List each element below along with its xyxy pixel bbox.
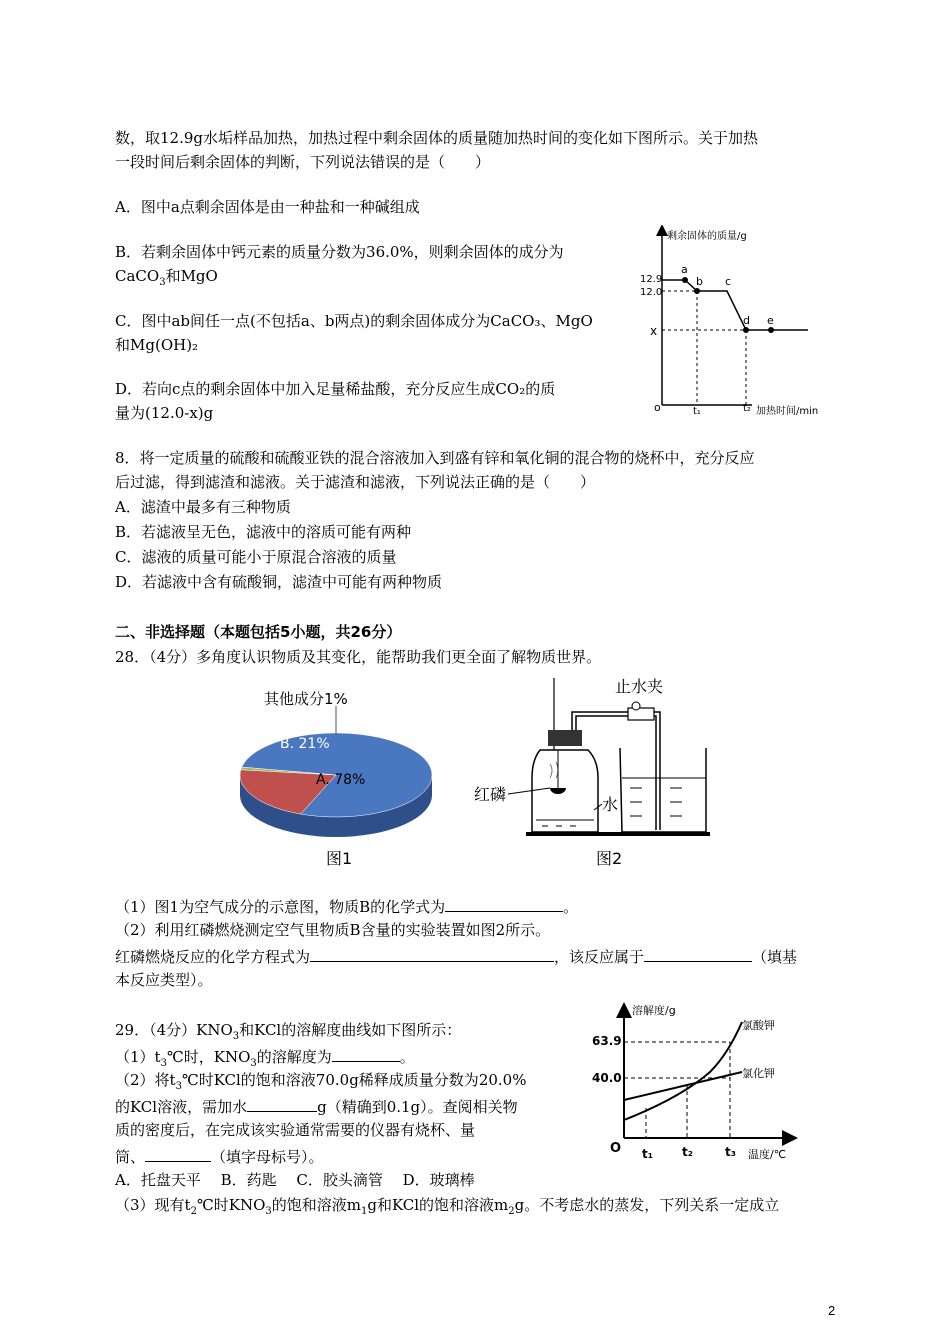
q29-graph-xtick-t3: t₃ [725, 1145, 736, 1159]
q7-graph-xlabel: 加热时间/min [756, 406, 819, 417]
fig2-label-p: 红磷 [474, 785, 507, 804]
answer-blank-water-mass[interactable] [247, 1093, 317, 1112]
q28-part3: 红磷燃烧反应的化学方程式为 ，该反应属于 （填基 [115, 943, 837, 970]
answer-blank-equation[interactable] [310, 943, 554, 962]
q7-point-b [694, 288, 700, 294]
q7-label-a: a [681, 263, 688, 276]
q29-part1: $(1)t_3℃$时，$KNO_3$的溶解度为 。 [115, 1043, 837, 1076]
q7-point-a [682, 277, 688, 283]
section-title: 二、非选择题（本题包括5小题，共26分） [115, 623, 402, 641]
q29-part2-line2: 的KCl溶液，需加水 g（精确到0.1g）。查阅相关物 [115, 1093, 837, 1120]
fig2-apparatus [470, 670, 720, 870]
q7-stem-line2: 一段时间后剩余固体的判断，下列说法错误的是（ ） [115, 153, 491, 171]
q8-option-b: B．若滤液呈无色，滤液中的溶质可能有两种 [115, 523, 412, 541]
q29-part2-line3: 质的密度后，在完成该实验通常需要的仪器有烧杯、量 [115, 1121, 476, 1139]
fig2-label-clamp: 止水夹 [615, 677, 664, 696]
q7-label-c: c [725, 275, 732, 288]
q29-solubility-graph [590, 1000, 805, 1170]
q7-option-d-line2: 量为(12.0-x)g [115, 404, 214, 422]
q7-point-e [768, 327, 774, 333]
q7-option-d-line1: D．若向c点的剩余固体中加入足量稀盐酸，充分反应生成CO₂的质 [115, 380, 556, 398]
q7-graph-ytick-120: 12.0 [640, 287, 663, 298]
q7-option-b-line2: CaCO$_3$和MgO [115, 267, 218, 288]
q29-part2-line1: （2）将$t_3℃$时KCl的饱和溶液70.0g稀释成质量分数为20.0% [115, 1071, 527, 1092]
fig1-label-other: 其他成分1% [264, 690, 348, 708]
q29-options: A．托盘天平 B．药匙 C．胶头滴管 D．玻璃棒 [115, 1171, 475, 1189]
q29-part3: （3）现有$t_2℃$时$KNO_3$的饱和溶液$m_1g$和KCl的饱和溶液$m_2g$。不考虑水的蒸发，下列关系一定成立 [115, 1196, 780, 1217]
answer-blank-formula[interactable] [445, 893, 563, 912]
q29-kno3-curve [624, 1022, 742, 1120]
q29-graph-xtick-t1: t₁ [642, 1147, 653, 1161]
q28-part1: （1）图1为空气成分的示意图，物质B的化学式为 。 [115, 893, 837, 920]
q28-stem: 28．（4分）多角度认识物质及其变化，能帮助我们更全面了解物质世界。 [115, 648, 602, 666]
q28-part2: （2）利用红磷燃烧测定空气里物质B含量的实验装置如图2所示。 [115, 921, 551, 939]
q7-label-e: e [767, 314, 774, 327]
answer-blank-instrument[interactable] [145, 1143, 211, 1162]
page-number: 2 [828, 1303, 836, 1318]
q7-label-b: b [696, 275, 703, 288]
q8-stem-line1: 8．将一定质量的硫酸和硫酸亚铁的混合溶液加入到盛有锌和氧化铜的混合物的烧杯中，充分反应 [115, 449, 755, 467]
q29-stem: 29．（4分）$KNO_3$和KCl的溶解度曲线如下图所示： [115, 1021, 462, 1042]
q29-part2-line4: 筒、 （填字母标号）。 [115, 1143, 837, 1170]
q29-graph-xlabel: 温度/℃ [748, 1148, 787, 1161]
fig1-label-b: B. 21% [280, 736, 330, 752]
q7-graph-ytick-x: x [650, 324, 658, 338]
q7-graph-ytick-129: 12.9 [640, 274, 663, 285]
q7-option-b-line1: B．若剩余固体中钙元素的质量分数为36.0%，则剩余固体的成分为 [115, 243, 564, 261]
q8-option-a: A．滤渣中最多有三种物质 [115, 498, 291, 516]
fig2-caption: 图2 [596, 849, 623, 868]
fig1-caption: 图1 [326, 849, 353, 868]
q7-graph-xtick-t2: t₂ [743, 403, 751, 414]
q7-option-c-line2: 和Mg(OH)₂ [115, 336, 199, 354]
q7-graph-origin: o [654, 401, 661, 414]
q29-graph-origin: O [610, 1141, 622, 1156]
q7-option-a: A．图中a点剩余固体是由一种盐和一种碱组成 [115, 198, 420, 216]
q7-mass-time-graph [640, 225, 830, 425]
q29-graph-ylabel: 溶解度/g [632, 1004, 676, 1017]
q29-kcl-curve [624, 1072, 742, 1100]
q29-label-kno3: 氯酸钾 [742, 1019, 775, 1032]
fig2-label-water: 水 [602, 795, 619, 814]
q29-graph-ytick-400: 40.0 [592, 1071, 622, 1085]
answer-blank-reaction-type[interactable] [644, 943, 752, 962]
q7-option-c-line1: C．图中ab间任一点(不包括a、b两点)的剩余固体成分为CaCO₃、MgO [115, 312, 593, 330]
q7-label-d: d [743, 314, 750, 327]
q7-point-d [743, 327, 749, 333]
answer-blank-solubility[interactable] [332, 1043, 400, 1062]
q8-option-d: D．若滤液中含有硫酸铜，滤渣中可能有两种物质 [115, 573, 443, 591]
q7-graph-xtick-t1: t₁ [693, 406, 701, 417]
q28-part4: 本反应类型）。 [115, 971, 213, 989]
q8-option-c: C．滤液的质量可能小于原混合溶液的质量 [115, 548, 397, 566]
q8-stem-line2: 后过滤，得到滤渣和滤液。关于滤渣和滤液，下列说法正确的是（ ） [115, 473, 596, 491]
q29-label-kcl: 氯化钾 [742, 1067, 775, 1080]
q7-stem-line1: 数，取12.9g水垢样品加热，加热过程中剩余固体的质量随加热时间的变化如下图所示。关于加热 [115, 129, 759, 147]
fig1-pie-chart [232, 680, 442, 870]
q29-graph-ytick-639: 63.9 [592, 1034, 622, 1048]
q7-graph-ylabel: 剩余固体的质量/g [667, 231, 747, 242]
q29-graph-xtick-t2: t₂ [682, 1145, 693, 1159]
fig1-label-a: A. 78% [316, 772, 366, 788]
